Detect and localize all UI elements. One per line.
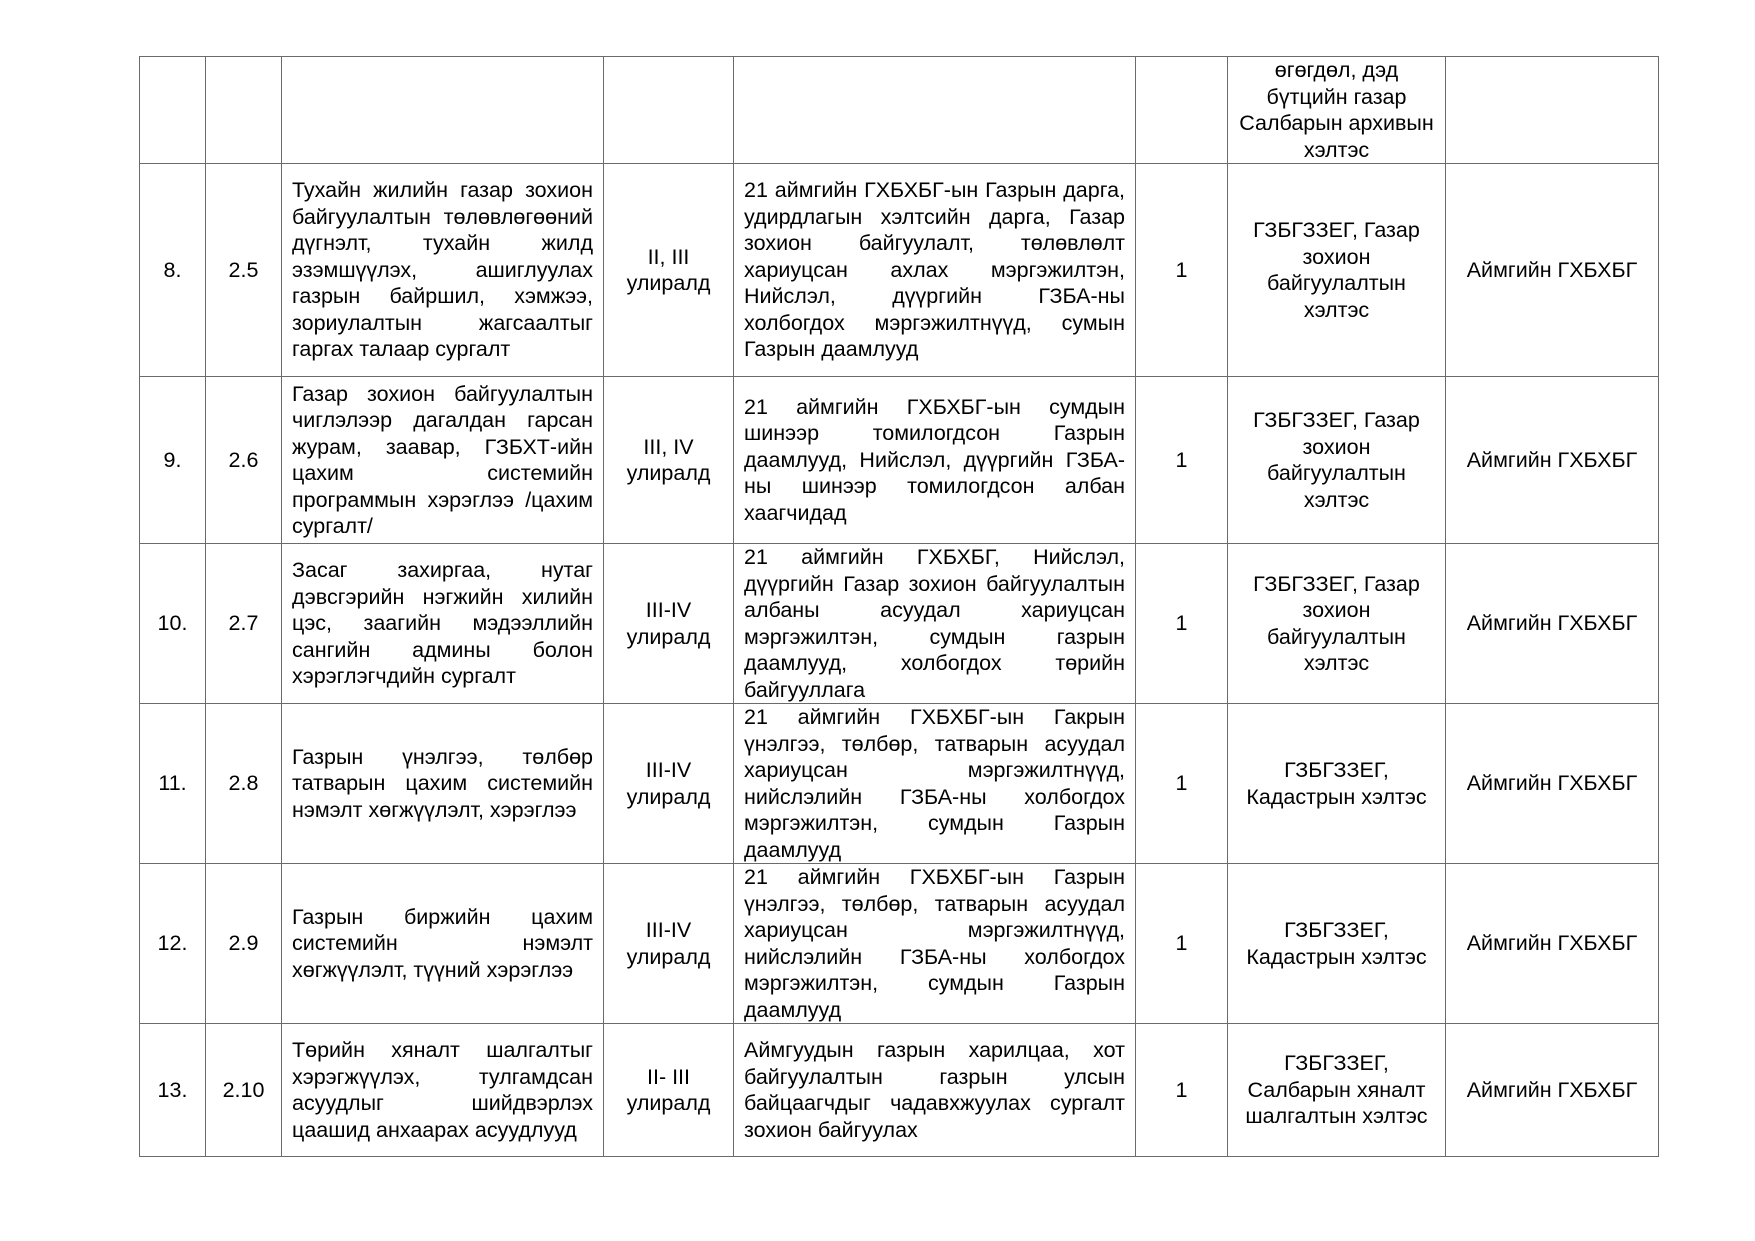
cell-topic: Газрын биржийн цахим системийн нэмэлт хөгжүүлэлт, түүний хэрэглээ: [282, 864, 604, 1024]
cell-code: 2.6: [206, 377, 282, 544]
cell-number: 13.: [140, 1024, 206, 1157]
cell-participants: 21 аймгийн ГХБХБГ-ын Газрын дарга, удирдлагын хэлтсийн дарга, Газар зохион байгуулалт, төлөвлөлт хариуцсан ахлах мэргэжилтэн, Нийслэл, дүүргийн ГЗБА-ны холбогдох мэргэжилтнүүд, сумын Газрын даамлууд: [734, 164, 1136, 377]
cell-period: II, III улиралд: [604, 164, 734, 377]
cell-topic: Засаг захиргаа, нутаг дэвсгэрийн нэгжийн хилийн цэс, заагийн мэдээллийн сангийн админы болон хэрэглэгчдийн сургалт: [282, 544, 604, 704]
cell-period: III-IV улиралд: [604, 704, 734, 864]
table-row: [140, 1024, 1659, 1157]
cell-participants: Аймгуудын газрын харилцаа, хот байгуулалтын газрын улсын байцаагчдыг чадавхжуулах сургалт зохион байгуулах: [734, 1024, 1136, 1157]
cell-number: 9.: [140, 377, 206, 544]
cell-period: III-IV улиралд: [604, 864, 734, 1024]
cell-period: III, IV улиралд: [604, 377, 734, 544]
cell-count: 1: [1136, 377, 1228, 544]
cell-code: 2.9: [206, 864, 282, 1024]
table-row: [140, 544, 1659, 704]
cell-responsible: ГЗБГЗЗЕГ, Газар зохион байгуулалтын хэлтэс: [1228, 544, 1446, 704]
cell-empty: [604, 57, 734, 164]
cell-responsible: ГЗБГЗЗЕГ, Газар зохион байгуулалтын хэлтэс: [1228, 377, 1446, 544]
cell-topic: Газрын үнэлгээ, төлбөр татварын цахим системийн нэмэлт хөгжүүлэлт, хэрэглээ: [282, 704, 604, 864]
cell-partner: Аймгийн ГХБХБГ: [1446, 864, 1659, 1024]
cell-number: 11.: [140, 704, 206, 864]
cell-empty: [206, 57, 282, 164]
cell-partner: Аймгийн ГХБХБГ: [1446, 164, 1659, 377]
cell-participants: 21 аймгийн ГХБХБГ, Нийслэл, дүүргийн Газар зохион байгуулалтын албаны асуудал хариуцсан мэргэжилтэн, сумдын газрын даамлууд, холбогдох төрийн байгууллага: [734, 544, 1136, 704]
cell-count: 1: [1136, 864, 1228, 1024]
cell-participants: 21 аймгийн ГХБХБГ-ын Газрын үнэлгээ, төлбөр, татварын асуудал хариуцсан мэргэжилтнүүд, нийслэлийн ГЗБА-ны холбогдох мэргэжилтэн, сумдын Газрын даамлууд: [734, 864, 1136, 1024]
cell-partner: Аймгийн ГХБХБГ: [1446, 377, 1659, 544]
cell-count: 1: [1136, 544, 1228, 704]
cell-topic: Тухайн жилийн газар зохион байгуулалтын төлөвлөгөөний дүгнэлт, тухайн жилд эзэмшүүлэх, ашиглуулах газрын байршил, хэмжээ, зориулалтын жагсаалтыг гаргах талаар сургалт: [282, 164, 604, 377]
cell-responsible: ГЗБГЗЗЕГ, Кадастрын хэлтэс: [1228, 864, 1446, 1024]
cell-code: 2.5: [206, 164, 282, 377]
cell-topic: Газар зохион байгуулалтын чиглэлээр дагалдан гарсан журам, заавар, ГЗБХТ-ийн цахим системийн программын хэрэглээ /цахим сургалт/: [282, 377, 604, 544]
cell-count: 1: [1136, 164, 1228, 377]
cell-partner: Аймгийн ГХБХБГ: [1446, 704, 1659, 864]
cell-code: 2.10: [206, 1024, 282, 1157]
training-plan-table: [139, 56, 1659, 1157]
cell-count: 1: [1136, 1024, 1228, 1157]
cell-responsible: ГЗБГЗЗЕГ, Салбарын хяналт шалгалтын хэлтэс: [1228, 1024, 1446, 1157]
cell-period: III-IV улиралд: [604, 544, 734, 704]
cell-topic: Төрийн хяналт шалгалтыг хэрэгжүүлэх, тулгамдсан асуудлыг шийдвэрлэх цаашид анхаарах асуудлууд: [282, 1024, 604, 1157]
cell-responsible: ГЗБГЗЗЕГ, Газар зохион байгуулалтын хэлтэс: [1228, 164, 1446, 377]
cell-period: II- III улиралд: [604, 1024, 734, 1157]
cell-responsible: ГЗБГЗЗЕГ, Кадастрын хэлтэс: [1228, 704, 1446, 864]
cell-empty: [140, 57, 206, 164]
table-row-continued: [140, 57, 1659, 164]
table-row: [140, 864, 1659, 1024]
cell-count: 1: [1136, 704, 1228, 864]
cell-number: 10.: [140, 544, 206, 704]
cell-partner: Аймгийн ГХБХБГ: [1446, 544, 1659, 704]
cell-empty: [734, 57, 1136, 164]
cell-number: 8.: [140, 164, 206, 377]
cell-empty: [1446, 57, 1659, 164]
cell-code: 2.7: [206, 544, 282, 704]
cell-number: 12.: [140, 864, 206, 1024]
table-row: [140, 704, 1659, 864]
cell-code: 2.8: [206, 704, 282, 864]
cell-participants: 21 аймгийн ГХБХБГ-ын сумдын шинээр томилогдсон Газрын даамлууд, Нийслэл, дүүргийн ГЗБА-ны шинээр томилогдсон албан хаагчидад: [734, 377, 1136, 544]
cell-empty: [1136, 57, 1228, 164]
cell-empty: [282, 57, 604, 164]
cell-participants: 21 аймгийн ГХБХБГ-ын Гакрын үнэлгээ, төлбөр, татварын асуудал хариуцсан мэргэжилтнүүд, нийслэлийн ГЗБА-ны холбогдох мэргэжилтэн, сумдын Газрын даамлууд: [734, 704, 1136, 864]
table-row: [140, 164, 1659, 377]
cell-responsible: өгөгдөл, дэд бүтцийн газар Салбарын архивын хэлтэс: [1228, 57, 1446, 164]
table-row: [140, 377, 1659, 544]
cell-partner: Аймгийн ГХБХБГ: [1446, 1024, 1659, 1157]
